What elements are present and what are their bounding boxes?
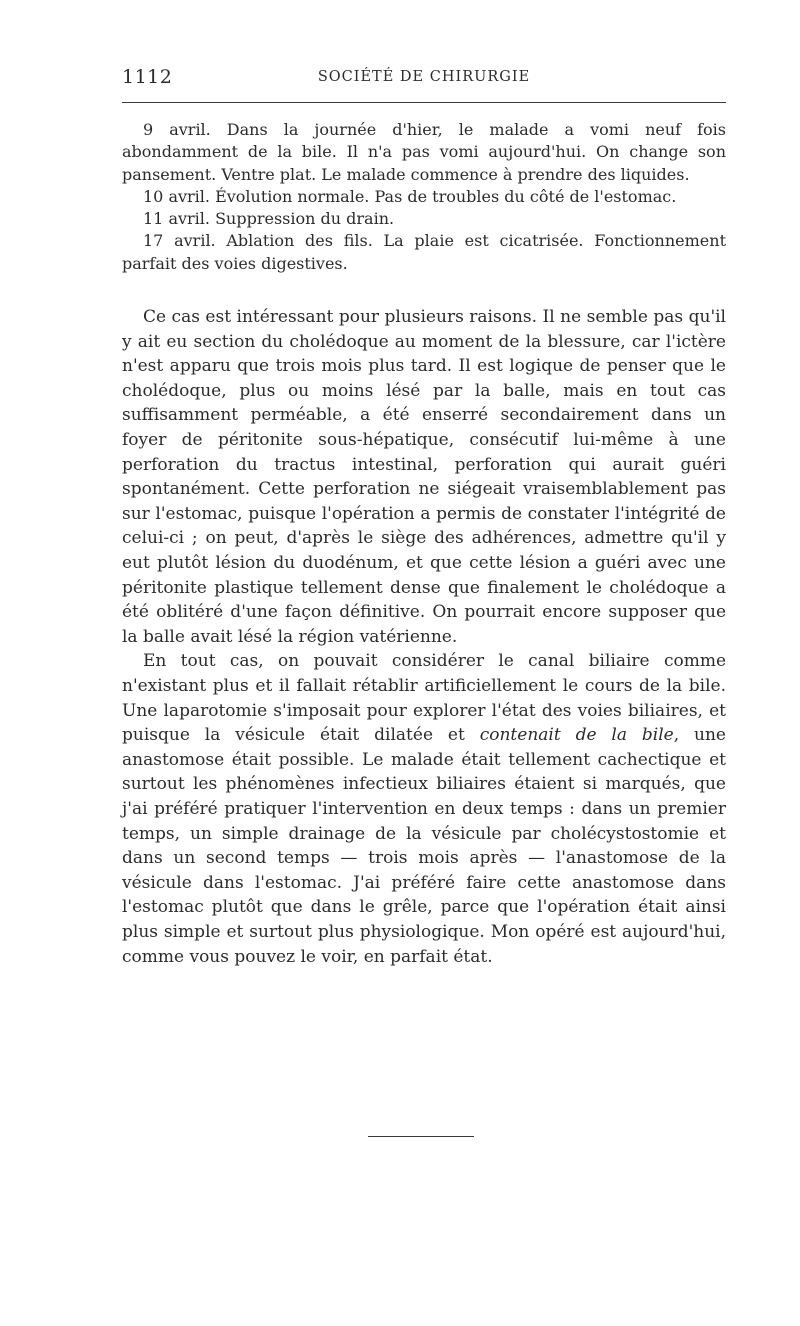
note-entry: 11 avril. Suppression du drain. [143, 209, 395, 229]
page-header [122, 66, 726, 94]
clinical-notes [122, 119, 726, 275]
paragraph [122, 649, 726, 969]
paragraph: Ce cas est intéressant pour plusieurs raisons. Il ne semble pas qu'il y ait eu section du cholédoque au moment de la blessure, car l'ictère n'est apparu que trois mois plus tard. Il est logique de penser que le cholédoque, plus ou moins lésé par la balle, mais en tout cas suffisamment perméable, a été enserré secondairement dans un foyer de péritonite sous-hépatique, consécutif lui-même à une perforation du tractus intestinal, perforation qui aurait guéri spontanément. Cette perforation ne siégeait vraisemblablement pas sur l'estomac, puisque l'opération a permis de constater l'intégrité de celui-ci ; on peut, d'après le siège des adhérences, admettre qu'il y eut plutôt lésion du duodénum, et que cette lésion a guéri avec une péritonite plastique tellement dense que finalement le cholédoque a été oblitéré d'une façon définitive. On pourrait encore supposer que la balle avait lésé la région vatérienne. [122, 307, 726, 647]
section-end-rule [368, 1136, 474, 1137]
running-title: SOCIÉTÉ DE CHIRURGIE [317, 69, 531, 85]
note-entry: 9 avril. Dans la journée d'hier, le malade a vomi neuf fois abondamment de la bile. Il n'a pas vomi aujourd'hui. On change son pansement. Ventre plat. Le malade commence à prendre des liquides. [122, 120, 726, 184]
note-entry: 10 avril. Évolution normale. Pas de troubles du côté de l'estomac. [143, 186, 677, 206]
header-rule [122, 102, 726, 103]
paragraph-text: , une anastomose était possible. Le malade était tellement cachectique et surtout les phénomènes infectieux biliaires étaient si marqués, que j'ai préféré pratiquer l'intervention en deux temps : dans un premier temps, un simple drainage de la vésicule par cholécystostomie et dans un second temps — trois mois après — l'anastomose de la vésicule dans l'estomac. J'ai préféré faire cette anastomose dans l'estomac plutôt que dans le grêle, parce que l'opération était ainsi plus simple et surtout plus physiologique. Mon opéré est aujourd'hui, comme vous pouvez le voir, en parfait état. [122, 725, 726, 967]
italic-phrase: contenait de la bile [479, 725, 674, 746]
paragraph-text: En tout cas, on pouvait considérer le canal biliaire comme n'existant plus et il fallait rétablir artificiellement le cours de la bile. Une laparotomie s'imposait pour explorer l'état des voies biliaires, et puisque la vésicule était dilatée et [122, 651, 726, 746]
discussion-text [122, 305, 726, 969]
note-entry: 17 avril. Ablation des fils. La plaie est cicatrisée. Fonctionnement parfait des voies digestives. [122, 231, 726, 273]
page [122, 66, 726, 969]
page-number: 1112 [122, 66, 173, 88]
